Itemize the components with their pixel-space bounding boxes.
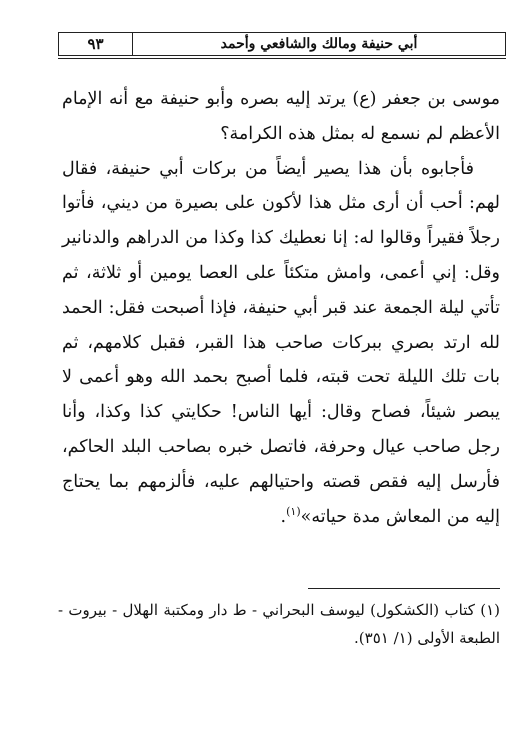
footnotes [58, 596, 500, 652]
footnote-reference: (١) [286, 504, 301, 518]
paragraph-2: فأجابوه بأن هذا يصير أيضاً من بركات أبي حنيفة، فقال لهم: أحب أن أرى مثل هذا لأكون على بصيرة من ديني، فأتوا رجلاً فقيراً وقالوا له: إنا نعطيك كذا وكذا من الدراهم والدنانير وقل: إني أعمى، وامش متكئاً على العصا يومين أو ثلاثة، ثم تأتي ليلة الجمعة عند قبر أبي حنيفة، فإذا أصبحت فقل: الحمد لله ارتد بصري ببركات صاحب هذا القبر، فقبل كلامهم، ثم بات تلك الليلة تحت قبته، فلما أصبح بحمد الله وهو أعمى لا يبصر شيئاً، فصاح وقال: أيها الناس! حكايتي كذا وكذا، وأنا رجل صاحب عيال وحرفة، فاتصل خبره بصاحب البلد الحاكم، فأرسل إليه فقص قصته واحتيالهم عليه، فألزمهم بما يحتاج إليه من المعاش مدة حياته»$^{(١)}$. [62, 158, 500, 527]
footnote-divider [308, 588, 500, 589]
running-title: أبي حنيفة ومالك والشافعي وأحمد [220, 36, 418, 52]
paragraph-1: موسى بن جعفر (ع) يرتد إليه بصره وأبو حنيفة مع أنه الإمام الأعظم لم نسمع له بمثل هذه الكرامة؟ [62, 89, 500, 144]
header-divider [58, 58, 506, 59]
footnote-1: (١) كتاب (الكشكول) ليوسف البحراني - ط دار ومكتبة الهلال - بيروت - الطبعة الأولى (١/ ٣٥١). [58, 601, 500, 647]
page-header [58, 32, 506, 56]
page-number: ٩٣ [59, 33, 133, 55]
main-text [62, 82, 500, 534]
paragraph-2-text: فأجابوه بأن هذا يصير أيضاً من بركات أبي حنيفة، فقال لهم: أحب أن أرى مثل هذا لأكون على بصيرة من ديني، فأتوا رجلاً فقيراً وقالوا له: إنا نعطيك كذا وكذا من الدراهم والدنانير وقل: إني أعمى، وامش متكئاً على العصا يومين أو ثلاثة، ثم تأتي ليلة الجمعة عند قبر أبي حنيفة، فإذا أصبحت فقل: الحمد لله ارتد بصري ببركات صاحب هذا القبر، فقبل كلامهم، ثم بات تلك الليلة تحت قبته، فلما أصبح بحمد الله وهو أعمى لا يبصر شيئاً، فصاح وقال: أيها الناس! حكايتي كذا وكذا، وأنا رجل صاحب عيال وحرفة، فاتصل خبره بصاحب البلد الحاكم، فأرسل إليه فقص قصته واحتيالهم عليه، فألزمهم بما يحتاج إليه من المعاش مدة حياته» [62, 158, 500, 527]
